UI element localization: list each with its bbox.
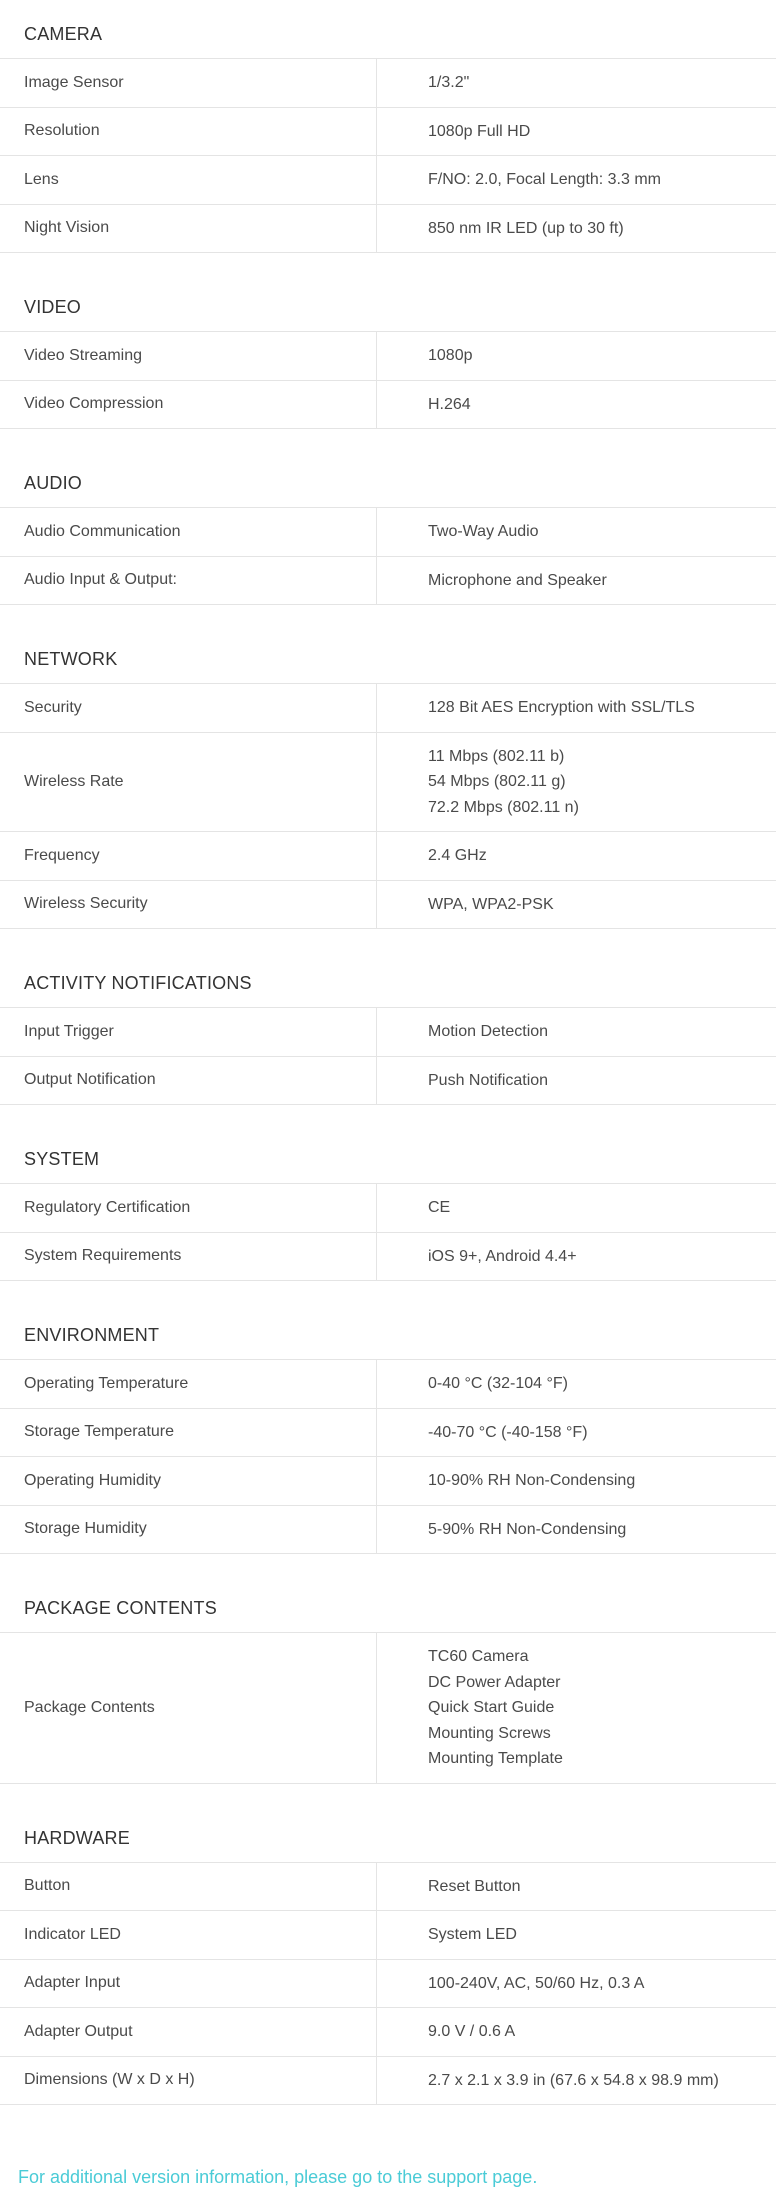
section-title: CAMERA — [0, 0, 776, 59]
section-title: VIDEO — [0, 273, 776, 332]
spec-value-line: iOS 9+, Android 4.4+ — [428, 1247, 577, 1265]
spec-label: Dimensions (W x D x H) — [0, 2057, 377, 2105]
spec-value — [377, 684, 776, 732]
spec-value-line: DC Power Adapter — [428, 1673, 561, 1691]
spec-label: Video Streaming — [0, 332, 377, 380]
spec-value — [377, 1960, 776, 2008]
spec-value — [377, 59, 776, 107]
spec-value-line: H.264 — [428, 395, 471, 413]
spec-label: Operating Humidity — [0, 1457, 377, 1505]
spec-section — [0, 449, 776, 625]
spec-value-line: Reset Button — [428, 1877, 521, 1895]
spec-label: Wireless Security — [0, 881, 377, 929]
spec-row — [0, 733, 776, 833]
spec-label: Output Notification — [0, 1057, 377, 1105]
spec-value — [377, 1057, 776, 1105]
section-spacer — [0, 1784, 776, 1804]
spec-row — [0, 2008, 776, 2057]
spec-value — [377, 1457, 776, 1505]
spec-value-line: 1/3.2" — [428, 74, 470, 91]
section-spacer — [0, 1105, 776, 1125]
section-spacer — [0, 253, 776, 273]
spec-value — [377, 2057, 776, 2105]
spec-row — [0, 108, 776, 157]
spec-value-line: Mounting Screws — [428, 1724, 551, 1742]
spec-value-line: CE — [428, 1199, 451, 1216]
spec-value-line: WPA, WPA2-PSK — [428, 895, 554, 913]
spec-value — [377, 1633, 776, 1783]
spec-label: Button — [0, 1863, 377, 1911]
spec-value — [377, 1506, 776, 1554]
spec-label: Indicator LED — [0, 1911, 377, 1959]
spec-row — [0, 156, 776, 205]
spec-label: Storage Temperature — [0, 1409, 377, 1457]
spec-row — [0, 881, 776, 930]
spec-value-line: -40-70 °C (-40-158 °F) — [428, 1423, 588, 1441]
spec-value-line: 100-240V, AC, 50/60 Hz, 0.3 A — [428, 1974, 645, 1992]
spec-row — [0, 381, 776, 430]
spec-label: Regulatory Certification — [0, 1184, 377, 1232]
spec-row — [0, 1633, 776, 1784]
spec-row — [0, 59, 776, 108]
spec-value — [377, 205, 776, 253]
spec-value-line: 10-90% RH Non-Condensing — [428, 1472, 636, 1489]
spec-label: Wireless Rate — [0, 733, 377, 832]
spec-row — [0, 1360, 776, 1409]
spec-value-line: 11 Mbps (802.11 b) — [428, 747, 565, 765]
spec-row — [0, 1233, 776, 1282]
spec-row — [0, 1863, 776, 1912]
section-title: NETWORK — [0, 625, 776, 684]
spec-label: Security — [0, 684, 377, 732]
spec-value-line: 0-40 °C (32-104 °F) — [428, 1375, 568, 1392]
spec-label: Operating Temperature — [0, 1360, 377, 1408]
spec-value — [377, 832, 776, 880]
spec-label: Input Trigger — [0, 1008, 377, 1056]
spec-section — [0, 0, 776, 273]
section-title: PACKAGE CONTENTS — [0, 1574, 776, 1633]
spec-section — [0, 949, 776, 1125]
spec-row — [0, 1409, 776, 1458]
section-spacer — [0, 929, 776, 949]
spec-label: Image Sensor — [0, 59, 377, 107]
spec-value-line: Microphone and Speaker — [428, 571, 607, 589]
spec-value — [377, 108, 776, 156]
spec-value-line: 5-90% RH Non-Condensing — [428, 1520, 627, 1538]
spec-value-line: 850 nm IR LED (up to 30 ft) — [428, 219, 624, 237]
spec-row — [0, 205, 776, 254]
spec-value-line: 128 Bit AES Encryption with SSL/TLS — [428, 699, 695, 716]
spec-row — [0, 1960, 776, 2009]
spec-value-line: 9.0 V / 0.6 A — [428, 2023, 516, 2040]
spec-label: Adapter Output — [0, 2008, 377, 2056]
spec-row — [0, 1008, 776, 1057]
spec-value — [377, 1863, 776, 1911]
spec-section — [0, 1301, 776, 1574]
spec-value — [377, 2008, 776, 2056]
spec-value — [377, 508, 776, 556]
spec-value — [377, 557, 776, 605]
spec-label: Resolution — [0, 108, 377, 156]
spec-value-line: Two-Way Audio — [428, 523, 539, 540]
spec-value — [377, 332, 776, 380]
footer — [0, 2125, 776, 2188]
spec-label: Adapter Input — [0, 1960, 377, 2008]
spec-value-line: 2.4 GHz — [428, 847, 487, 864]
spec-label: Audio Communication — [0, 508, 377, 556]
spec-value-line: Motion Detection — [428, 1023, 549, 1040]
spec-value — [377, 156, 776, 204]
spec-row — [0, 684, 776, 733]
section-spacer — [0, 1281, 776, 1301]
spec-label: Storage Humidity — [0, 1506, 377, 1554]
spec-label: Audio Input & Output: — [0, 557, 377, 605]
section-spacer — [0, 1554, 776, 1574]
section-title: ACTIVITY NOTIFICATIONS — [0, 949, 776, 1008]
spec-row — [0, 1184, 776, 1233]
spec-row — [0, 508, 776, 557]
spec-value — [377, 381, 776, 429]
section-spacer — [0, 605, 776, 625]
spec-label: Night Vision — [0, 205, 377, 253]
spec-value — [377, 1008, 776, 1056]
spec-value-line: 2.7 x 2.1 x 3.9 in (67.6 x 54.8 x 98.9 mm) — [428, 2071, 719, 2089]
spec-value-line: System LED — [428, 1926, 517, 1943]
spec-value-line: Quick Start Guide — [428, 1699, 555, 1716]
spec-row — [0, 1911, 776, 1960]
spec-section — [0, 273, 776, 449]
spec-value-line: Mounting Template — [428, 1750, 563, 1767]
spec-label: Frequency — [0, 832, 377, 880]
spec-value — [377, 881, 776, 929]
spec-value — [377, 1184, 776, 1232]
spec-value-line: F/NO: 2.0, Focal Length: 3.3 mm — [428, 171, 661, 188]
spec-value — [377, 1360, 776, 1408]
spec-section — [0, 1125, 776, 1301]
spec-section — [0, 1804, 776, 2126]
spec-value-line: 72.2 Mbps (802.11 n) — [428, 798, 579, 816]
section-spacer — [0, 2105, 776, 2125]
section-spacer — [0, 429, 776, 449]
spec-row — [0, 332, 776, 381]
spec-value-line: 54 Mbps (802.11 g) — [428, 773, 566, 790]
spec-label: Lens — [0, 156, 377, 204]
spec-value-line: TC60 Camera — [428, 1648, 529, 1665]
spec-value-line: Push Notification — [428, 1071, 549, 1089]
spec-value — [377, 1233, 776, 1281]
spec-row — [0, 2057, 776, 2106]
section-title: ENVIRONMENT — [0, 1301, 776, 1360]
section-title: HARDWARE — [0, 1804, 776, 1863]
spec-section — [0, 625, 776, 949]
spec-section — [0, 1574, 776, 1804]
spec-label: System Requirements — [0, 1233, 377, 1281]
spec-value-line: 1080p Full HD — [428, 122, 531, 140]
spec-row — [0, 1057, 776, 1106]
section-title: AUDIO — [0, 449, 776, 508]
spec-value — [377, 1409, 776, 1457]
spec-row — [0, 832, 776, 881]
section-title: SYSTEM — [0, 1125, 776, 1184]
spec-value-line: 1080p — [428, 347, 473, 364]
spec-label: Video Compression — [0, 381, 377, 429]
spec-row — [0, 557, 776, 606]
spec-row — [0, 1506, 776, 1555]
spec-row — [0, 1457, 776, 1506]
spec-value — [377, 733, 776, 832]
spec-label: Package Contents — [0, 1633, 377, 1783]
spec-value — [377, 1911, 776, 1959]
support-page-link[interactable]: For additional version information, please go to the support page. — [18, 2167, 538, 2187]
